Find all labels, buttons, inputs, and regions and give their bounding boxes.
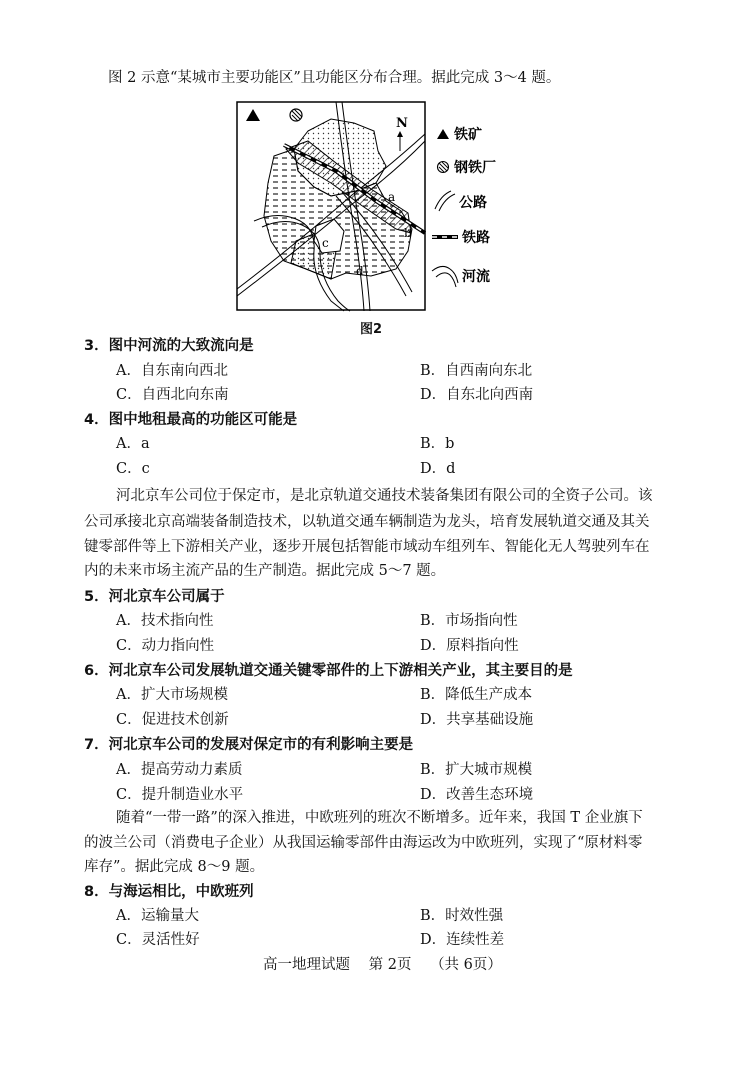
q7-option-b: B．扩大城市规模 (420, 762, 533, 778)
intro2-line-4: 内的未来市场主流产品的生产制造。据此完成 5～7 题。 (84, 563, 446, 579)
q7-option-d: D．改善生态环境 (420, 787, 534, 803)
road-icon (435, 191, 451, 209)
q7-option-a: A．提高劳动力素质 (116, 762, 243, 778)
footer-total: （共 6页） (430, 957, 502, 973)
intro-text: 图 2 示意“某城市主要功能区”且功能区分布合理。据此完成 3～4 题。 (108, 70, 561, 86)
footer-title: 高一地理试题 (263, 957, 350, 973)
q8-option-d: D．连续性差 (420, 932, 505, 948)
q4-option-a: A．a (116, 436, 150, 452)
legend-river: 河流 (462, 269, 490, 285)
q6-option-c: C．促进技术创新 (116, 712, 229, 728)
page-footer (263, 953, 516, 974)
legend-railway: 铁路 (462, 230, 490, 246)
legend-iron-mine: 铁矿 (454, 127, 482, 143)
legend-road: 公路 (459, 195, 487, 211)
q5-option-c: C．动力指向性 (116, 638, 215, 654)
q3-option-c: C．自西北向东南 (116, 387, 229, 403)
q8-option-c: C．灵活性好 (116, 932, 200, 948)
legend (432, 126, 496, 287)
q5-option-b: B．市场指向性 (420, 613, 518, 629)
q4-option-c: C．c (116, 461, 150, 477)
intro2-line-3: 键零部件等上下游相关产业，逐步开展包括智能市域动车组列车、智能化无人驾驶列车在 (84, 539, 650, 555)
q5-option-a: A．技术指向性 (116, 613, 214, 629)
question-7-stem: 7．河北京车公司的发展对保定市的有利影响主要是 (84, 737, 414, 753)
q6-option-b: B．降低生产成本 (420, 687, 533, 703)
city-function-zone-map (236, 101, 521, 316)
question-6-stem: 6．河北京车公司发展轨道交通关键零部件的上下游相关产业，其主要目的是 (84, 663, 573, 679)
q3-option-a: A．自东南向西北 (116, 363, 228, 379)
question-3-stem: 3．图中河流的大致流向是 (84, 338, 254, 354)
zone-label-d: d (356, 264, 364, 278)
figure-caption: 图2 (360, 322, 383, 337)
zone-label-b: b (404, 226, 412, 240)
q7-option-c: C．提升制造业水平 (116, 787, 244, 803)
zone-label-a: a (388, 190, 396, 204)
q8-option-a: A．运输量大 (116, 908, 199, 924)
north-label: N (396, 116, 408, 131)
intro2-line-1: 河北京车公司位于保定市，是北京轨道交通技术装备集团有限公司的全资子公司。该 (116, 488, 653, 504)
steel-plant-icon (438, 162, 449, 173)
intro2-line-2: 公司承接北京高端装备制造技术，以轨道交通车辆制造为龙头，培育发展轨道交通及其关 (84, 514, 650, 530)
q5-option-d: D．原料指向性 (420, 638, 519, 654)
q6-option-d: D．共享基础设施 (420, 712, 534, 728)
intro3-line-3: 库存”。据此完成 8～9 题。 (84, 859, 265, 875)
river-icon (432, 266, 458, 287)
steel-plant-marker (290, 109, 302, 121)
intro3-line-2: 的波兰公司（消费电子企业）从我国运输零部件由海运改为中欧班列，实现了“原材料零 (84, 835, 643, 851)
q3-option-d: D．自东北向西南 (420, 387, 534, 403)
footer-page: 第 2页 (368, 957, 412, 973)
zone-label-c: c (322, 236, 329, 250)
question-5-stem: 5．河北京车公司属于 (84, 589, 225, 605)
intro3-line-1: 随着“一带一路”的深入推进，中欧班列的班次不断增多。近年来，我国 T 企业旗下 (116, 810, 643, 826)
legend-steel-plant: 钢铁厂 (454, 160, 496, 176)
q3-option-b: B．自西南向东北 (420, 363, 533, 379)
triangle-icon (437, 129, 449, 139)
q8-option-b: B．时效性强 (420, 908, 504, 924)
question-4-stem: 4．图中地租最高的功能区可能是 (84, 412, 298, 428)
q4-option-d: D．d (420, 461, 456, 477)
q4-option-b: B．b (420, 436, 455, 452)
q6-option-a: A．扩大市场规模 (116, 687, 228, 703)
question-8-stem: 8．与海运相比，中欧班列 (84, 884, 254, 900)
